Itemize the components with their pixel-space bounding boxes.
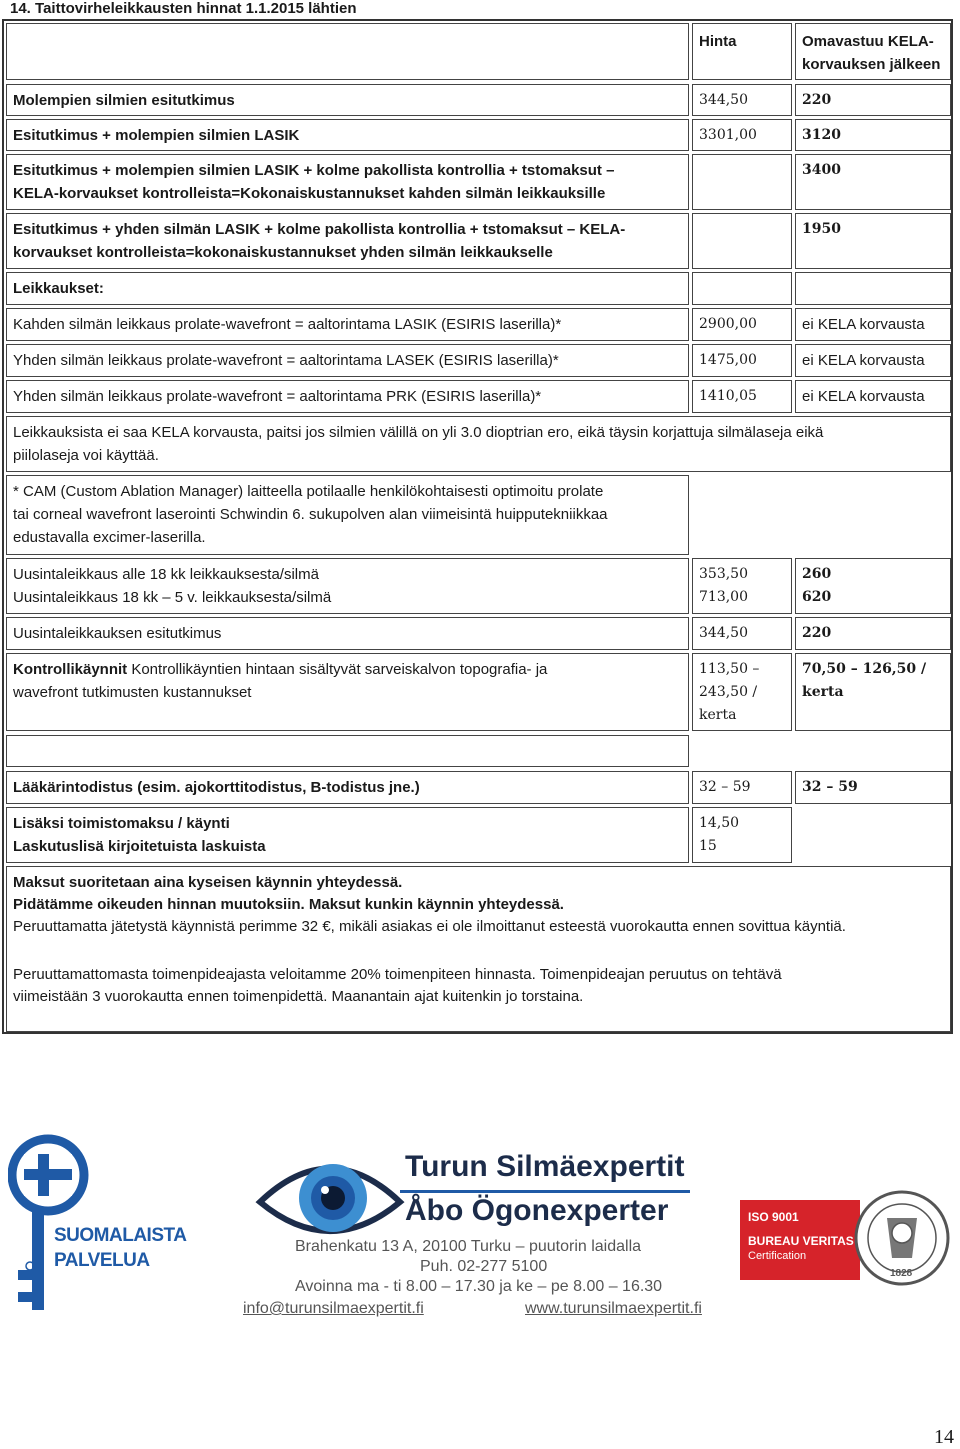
row-label	[6, 119, 689, 151]
payment-notes	[6, 866, 951, 1032]
row-label-text: Esitutkimus + molempien silmien LASIK	[13, 127, 300, 144]
note-line: * CAM (Custom Ablation Manager) laitteella potilaalle henkilökohtaisesti optimoitu prolate	[13, 483, 604, 500]
price-value: 713,00	[699, 589, 748, 605]
price-value: 32 – 59	[699, 779, 751, 795]
row-price	[692, 380, 792, 413]
payment-note: viimeistään 3 vuorokautta ennen toimenpidettä. Maanantain ajat kuitenkin jo torstaina.	[13, 988, 584, 1005]
page-number: 14	[934, 1426, 954, 1448]
share-value: 3400	[802, 162, 841, 178]
row-price	[692, 653, 792, 731]
logo-divider	[400, 1190, 690, 1193]
row-share	[795, 617, 951, 650]
row-label-line: Uusintaleikkaus alle 18 kk leikkauksesta/silmä	[13, 566, 319, 583]
cam-note	[6, 475, 689, 555]
row-label-line: korvaukset kontrolleista=kokonaiskustannukset yhden silmän leikkaukselle	[13, 244, 553, 261]
row-label-text: Lääkärintodistus (esim. ajokorttitodistus, B-todistus jne.)	[13, 779, 420, 796]
row-price-empty	[692, 272, 792, 305]
row-label	[6, 771, 689, 804]
row-price	[692, 771, 792, 804]
row-price-empty	[692, 154, 792, 210]
payment-note-bold: Pidätämme oikeuden hinnan muutoksiin. Maksut kunkin käynnin yhteydessä.	[13, 896, 564, 913]
row-label-text: Uusintaleikkauksen esitutkimus	[13, 625, 222, 642]
row-price	[692, 344, 792, 377]
price-value: 14,50	[699, 815, 740, 831]
note-line: edustavalla excimer-laserilla.	[13, 529, 206, 546]
payment-note: Peruuttamattomasta toimenpideajasta veloitamme 20% toimenpiteen hinnasta. Toimenpideajan peruutus on tehtävä	[13, 966, 782, 983]
row-share	[795, 344, 951, 377]
price-value: 344,50	[699, 625, 748, 641]
kela-note	[6, 416, 951, 472]
row-share-empty	[795, 272, 951, 305]
note-line: piilolaseja voi käyttää.	[13, 447, 159, 464]
share-value: 620	[802, 589, 832, 605]
row-label	[6, 213, 689, 269]
price-value: 1475,00	[699, 352, 757, 368]
suomalaista-palvelua-logo	[8, 1120, 187, 1320]
share-value: 260	[802, 566, 832, 582]
row-label	[6, 617, 689, 650]
price-value: 3301,00	[699, 127, 757, 143]
row-label-line: Lisäksi toimistomaksu / käynti	[13, 815, 230, 832]
row-label-line: KELA-korvaukset kontrolleista=Kokonaiskustannukset kahden silmän leikkauksille	[13, 185, 606, 202]
row-price	[692, 119, 792, 151]
price-value: 1410,05	[699, 388, 757, 404]
row-share	[795, 84, 951, 116]
clinic-email-link[interactable]: info@turunsilmaexpertit.fi	[243, 1300, 424, 1317]
payment-note: Peruuttamatta jätetystä käynnistä perimme 32 €, mikäli asiakas ei ole ilmoittanut esteestä vuorokautta ennen sovittua käyntiä.	[13, 918, 846, 935]
row-label-line: Laskutuslisä kirjoitetuista laskuista	[13, 838, 266, 855]
suomalaista-text: SUOMALAISTA	[54, 1225, 187, 1246]
price-value: 344,50	[699, 92, 748, 108]
row-share	[795, 653, 951, 731]
row-label-line: Esitutkimus + molempien silmien LASIK + kolme pakollista kontrollia + tstomaksut –	[13, 162, 615, 179]
price-value: 15	[699, 838, 717, 854]
row-label-line: Uusintaleikkaus 18 kk – 5 v. leikkauksesta/silmä	[13, 589, 332, 606]
row-price	[692, 807, 792, 863]
iso-label: ISO 9001	[748, 1210, 799, 1224]
row-share	[795, 771, 951, 804]
row-label	[6, 84, 689, 116]
palvelua-text: PALVELUA	[54, 1250, 150, 1271]
share-value: 1950	[802, 221, 841, 237]
row-share	[795, 154, 951, 210]
price-value: kerta	[699, 707, 737, 723]
clinic-name-sv: Åbo Ögonexperter	[405, 1194, 669, 1227]
header-share-label-2: korvauksen jälkeen	[802, 56, 941, 73]
row-label-line: Esitutkimus + yhden silmän LASIK + kolme pakollista kontrollia + tstomaksut – KELA-	[13, 221, 626, 238]
clinic-hours: Avoinna ma - ti 8.00 – 17.30 ja ke – pe 8.00 – 16.30	[295, 1278, 663, 1295]
share-value: 70,50 – 126,50 /	[802, 661, 927, 677]
row-label-text: Kahden silmän leikkaus prolate-wavefront = aaltorintama LASIK (ESIRIS laserilla)*	[13, 316, 562, 333]
bv-label: BUREAU VERITAS	[748, 1234, 854, 1248]
row-label-line	[13, 658, 682, 681]
header-price-cell	[692, 23, 792, 80]
header-price-label: Hinta	[699, 33, 737, 50]
share-value: ei KELA korvausta	[802, 388, 925, 405]
price-value: 2900,00	[699, 316, 757, 332]
note-line: tai corneal wavefront laserointi Schwindin 6. sukupolven alan viimeisintä huipputekniikkaa	[13, 506, 608, 523]
clinic-phone: Puh. 02-277 5100	[420, 1258, 548, 1275]
price-value: 113,50 –	[699, 661, 760, 677]
header-empty-cell	[6, 23, 689, 80]
header-share-cell	[795, 23, 951, 80]
row-label-text: Yhden silmän leikkaus prolate-wavefront = aaltorintama LASEK (ESIRIS laserilla)*	[13, 352, 559, 369]
footer-logos	[0, 1120, 960, 1340]
section-label-text: Leikkaukset:	[13, 280, 104, 297]
section-label	[6, 272, 689, 305]
row-label	[6, 653, 689, 731]
row-label	[6, 380, 689, 413]
price-value: 353,50	[699, 566, 748, 582]
share-value: ei KELA korvausta	[802, 352, 925, 369]
spacer	[13, 938, 944, 964]
row-share	[795, 558, 951, 614]
clinic-address: Brahenkatu 13 A, 20100 Turku – puutorin laidalla	[295, 1238, 642, 1255]
row-label-bold: Kontrollikäynnit	[13, 661, 128, 678]
row-label	[6, 558, 689, 614]
row-label-text: Molempien silmien esitutkimus	[13, 92, 235, 109]
empty-row	[6, 735, 689, 767]
row-label	[6, 154, 689, 210]
price-value: 243,50 /	[699, 684, 758, 700]
row-label-text: Yhden silmän leikkaus prolate-wavefront = aaltorintama PRK (ESIRIS laserilla)*	[13, 388, 542, 405]
row-price	[692, 308, 792, 341]
row-label-rest: Kontrollikäyntien hintaan sisältyvät sarveiskalvon topografia- ja	[127, 661, 548, 678]
row-price	[692, 558, 792, 614]
row-price-empty	[692, 213, 792, 269]
share-value: ei KELA korvausta	[802, 316, 925, 333]
row-share	[795, 380, 951, 413]
turun-silmaexpertit-logo	[255, 1140, 705, 1320]
clinic-name-fi: Turun Silmäexpertit	[405, 1150, 685, 1183]
clinic-website-link[interactable]: www.turunsilmaexpertit.fi	[525, 1300, 702, 1317]
share-value: 220	[802, 625, 832, 641]
row-share	[795, 119, 951, 151]
bv-cert-label: Certification	[748, 1250, 807, 1262]
bureau-veritas-logo	[740, 1188, 955, 1288]
key-flag-icon	[8, 1120, 168, 1320]
share-value: kerta	[802, 684, 844, 700]
payment-note-bold: Maksut suoritetaan aina kyseisen käynnin yhteydessä.	[13, 874, 403, 891]
share-value: 32 – 59	[802, 779, 858, 795]
row-label	[6, 344, 689, 377]
row-price	[692, 617, 792, 650]
note-line: Leikkauksista ei saa KELA korvausta, paitsi jos silmien välillä on yli 3.0 dioptrian ero, eikä täysin korjattuja silmälaseja eikä	[13, 424, 824, 441]
row-label	[6, 807, 689, 863]
page-title: 14. Taittovirheleikkausten hinnat 1.1.2015 lähtien	[10, 0, 357, 17]
header-share-label-1: Omavastuu KELA-	[802, 33, 934, 50]
share-value: 3120	[802, 127, 841, 143]
share-value: 220	[802, 92, 832, 108]
row-label	[6, 308, 689, 341]
row-share	[795, 213, 951, 269]
bv-year: 1828	[890, 1268, 913, 1279]
row-share	[795, 308, 951, 341]
row-price	[692, 84, 792, 116]
row-label-line: wavefront tutkimusten kustannukset	[13, 684, 252, 701]
